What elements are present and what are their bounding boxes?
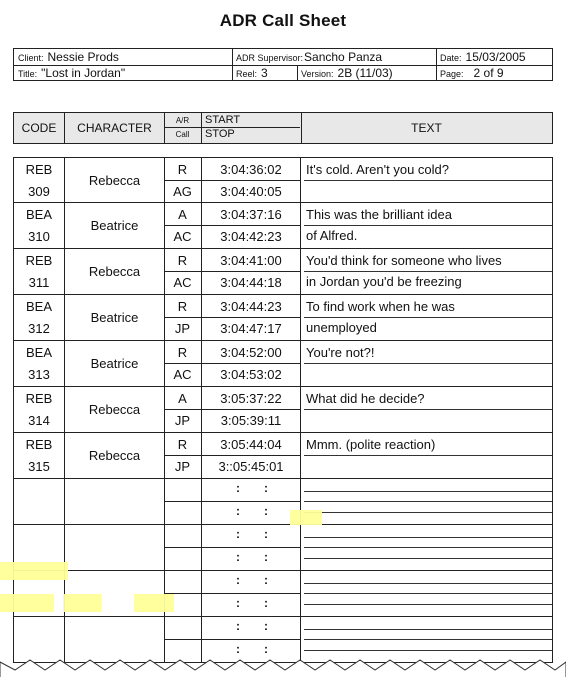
timecode-placeholder: :	[236, 596, 240, 610]
timecode-placeholder: :	[264, 550, 268, 564]
cue-row	[13, 341, 553, 387]
timecode-placeholder: :	[236, 642, 240, 656]
code-number: 315	[28, 459, 50, 474]
text-rule	[304, 558, 552, 559]
timecode-placeholder: :	[236, 619, 240, 633]
column-divider	[300, 525, 301, 570]
highlight-mark	[0, 562, 68, 580]
client-value: Nessie Prods	[47, 50, 119, 64]
timecode-placeholder: :	[264, 573, 268, 587]
stop-timecode: 3::05:45:01	[218, 459, 284, 474]
call-value: AC	[173, 275, 192, 290]
version-label: Version:	[301, 69, 334, 79]
code-prefix: BEA	[25, 299, 52, 314]
table-header	[13, 112, 553, 144]
text-rule	[304, 547, 552, 548]
dialogue-line: You'd think for someone who lives	[306, 253, 502, 268]
ar-value: A	[178, 207, 187, 222]
code-prefix: BEA	[25, 345, 52, 360]
text-rule	[304, 583, 552, 584]
stop-header: STOP	[205, 128, 235, 140]
text-header: TEXT	[411, 121, 442, 135]
text-rule	[304, 512, 552, 513]
empty-row	[13, 479, 553, 525]
header-mid-rule	[164, 127, 300, 128]
ar-value: R	[177, 253, 188, 268]
sheet-title: ADR Call Sheet	[219, 11, 347, 30]
column-divider	[300, 249, 301, 294]
dialogue-line: This was the brilliant idea	[306, 207, 452, 222]
character-name: Rebecca	[88, 264, 141, 279]
dialogue-line: You're not?!	[306, 345, 375, 360]
timecode-placeholder: :	[236, 550, 240, 564]
highlight-mark	[290, 510, 322, 525]
start-header: START	[205, 114, 241, 126]
stop-timecode: 3:04:44:18	[220, 275, 282, 290]
code-prefix: REB	[25, 391, 53, 406]
ar-value: R	[177, 437, 188, 452]
column-divider	[300, 158, 301, 202]
supervisor-label: ADR Supervisor:	[236, 53, 304, 63]
ar-header: A/R	[175, 116, 190, 125]
dialogue-line: To find work when he was	[306, 299, 455, 314]
cue-row	[13, 249, 553, 295]
character-header: CHARACTER	[77, 121, 152, 135]
call-value: JP	[174, 459, 191, 474]
cue-row	[13, 387, 553, 433]
character-name: Beatrice	[90, 310, 139, 325]
empty-row	[13, 525, 553, 571]
header-vline	[201, 113, 202, 143]
version-value: 2B (11/03)	[337, 66, 393, 80]
row-mid-rule	[164, 547, 300, 548]
reel-value: 3	[261, 66, 268, 80]
highlight-mark	[0, 594, 54, 612]
timecode-placeholder: :	[264, 596, 268, 610]
cue-row	[13, 295, 553, 341]
title-field	[14, 65, 232, 81]
timecode-placeholder: :	[236, 504, 240, 518]
dialogue-line: Mmm. (polite reaction)	[306, 437, 436, 452]
text-rule	[304, 650, 552, 651]
cue-row	[13, 203, 553, 249]
stop-timecode: 3:05:39:11	[220, 413, 282, 428]
cue-row	[13, 433, 553, 479]
row-mid-rule	[164, 593, 300, 594]
text-rule	[304, 409, 552, 410]
start-timecode: 3:04:41:00	[220, 253, 282, 268]
title-label: Title:	[18, 69, 38, 79]
code-prefix: REB	[25, 437, 53, 452]
dialogue-line: in Jordan you'd be freezing	[306, 274, 462, 289]
timecode-placeholder: :	[236, 573, 240, 587]
page-value: 2 of 9	[473, 66, 504, 80]
start-timecode: 3:04:44:23	[220, 299, 282, 314]
code-prefix: REB	[25, 162, 53, 177]
timecode-placeholder: :	[236, 527, 240, 541]
character-name: Rebecca	[88, 173, 141, 188]
highlight-mark	[134, 594, 174, 612]
text-rule	[304, 317, 552, 318]
ar-value: A	[178, 391, 187, 406]
reel-label: Reel:	[236, 69, 258, 79]
text-rule	[304, 455, 552, 456]
start-timecode: 3:04:37:16	[220, 207, 282, 222]
client-label: Client:	[18, 53, 44, 63]
timecode-placeholder: :	[264, 527, 268, 541]
character-name: Beatrice	[90, 356, 139, 371]
column-divider	[64, 479, 65, 524]
text-rule	[304, 491, 552, 492]
call-value: AC	[173, 229, 192, 244]
call-header: Call	[175, 130, 190, 139]
code-prefix: REB	[25, 253, 53, 268]
character-name: Beatrice	[90, 218, 139, 233]
timecode-placeholder: :	[236, 481, 240, 495]
text-rule	[304, 593, 552, 594]
dialogue-line: What did he decide?	[306, 391, 425, 406]
call-value: JP	[174, 321, 191, 336]
stop-timecode: 3:04:42:23	[220, 229, 282, 244]
timecode-placeholder: :	[264, 481, 268, 495]
page-field	[436, 65, 554, 81]
stop-timecode: 3:04:53:02	[220, 367, 282, 382]
timecode-placeholder: :	[264, 619, 268, 633]
version-field	[297, 65, 436, 81]
dialogue-line: It's cold. Aren't you cold?	[306, 162, 449, 177]
code-number: 313	[28, 367, 50, 382]
stop-timecode: 3:04:47:17	[220, 321, 282, 336]
torn-edge	[0, 652, 566, 677]
column-divider	[300, 571, 301, 616]
ar-value: R	[177, 345, 188, 360]
call-value: AG	[173, 184, 192, 199]
dialogue-line: unemployed	[306, 320, 377, 335]
code-prefix: BEA	[25, 207, 52, 222]
dialogue-line: of Alfred.	[306, 228, 358, 243]
column-divider	[300, 295, 301, 340]
highlight-mark	[63, 594, 101, 612]
start-timecode: 3:04:36:02	[220, 162, 282, 177]
date-field	[436, 49, 554, 65]
column-divider	[300, 341, 301, 386]
code-number: 309	[28, 184, 50, 199]
text-rule	[304, 537, 552, 538]
start-timecode: 3:04:52:00	[220, 345, 282, 360]
call-value: AC	[173, 367, 192, 382]
call-value: JP	[174, 413, 191, 428]
column-divider	[300, 387, 301, 432]
code-number: 310	[28, 229, 50, 244]
character-name: Rebecca	[88, 448, 141, 463]
supervisor-field	[232, 49, 436, 65]
start-timecode: 3:05:37:22	[220, 391, 282, 406]
date-label: Date:	[440, 53, 462, 63]
cue-row	[13, 157, 553, 203]
column-divider	[300, 203, 301, 248]
text-rule	[304, 180, 552, 181]
text-rule	[304, 604, 552, 605]
client-field	[14, 49, 232, 65]
text-rule	[304, 501, 552, 502]
text-rule	[304, 629, 552, 630]
column-divider	[300, 433, 301, 478]
row-mid-rule	[164, 639, 300, 640]
info-block	[13, 48, 553, 81]
reel-field	[232, 65, 297, 81]
text-rule	[304, 363, 552, 364]
code-number: 311	[28, 275, 50, 290]
code-number: 314	[28, 413, 50, 428]
title-value: "Lost in Jordan"	[41, 66, 126, 80]
ar-value: R	[177, 162, 188, 177]
ar-value: R	[177, 299, 188, 314]
stop-timecode: 3:04:40:05	[220, 184, 282, 199]
code-number: 312	[28, 321, 50, 336]
character-name: Rebecca	[88, 402, 141, 417]
timecode-placeholder: :	[264, 642, 268, 656]
text-rule	[304, 639, 552, 640]
start-timecode: 3:05:44:04	[220, 437, 282, 452]
date-value: 15/03/2005	[465, 50, 526, 64]
code-header: CODE	[21, 121, 57, 135]
text-rule	[304, 225, 552, 226]
row-mid-rule	[164, 501, 300, 502]
timecode-placeholder: :	[264, 504, 268, 518]
text-rule	[304, 271, 552, 272]
page-label: Page:	[440, 69, 464, 79]
supervisor-value: Sancho Panza	[304, 50, 383, 64]
